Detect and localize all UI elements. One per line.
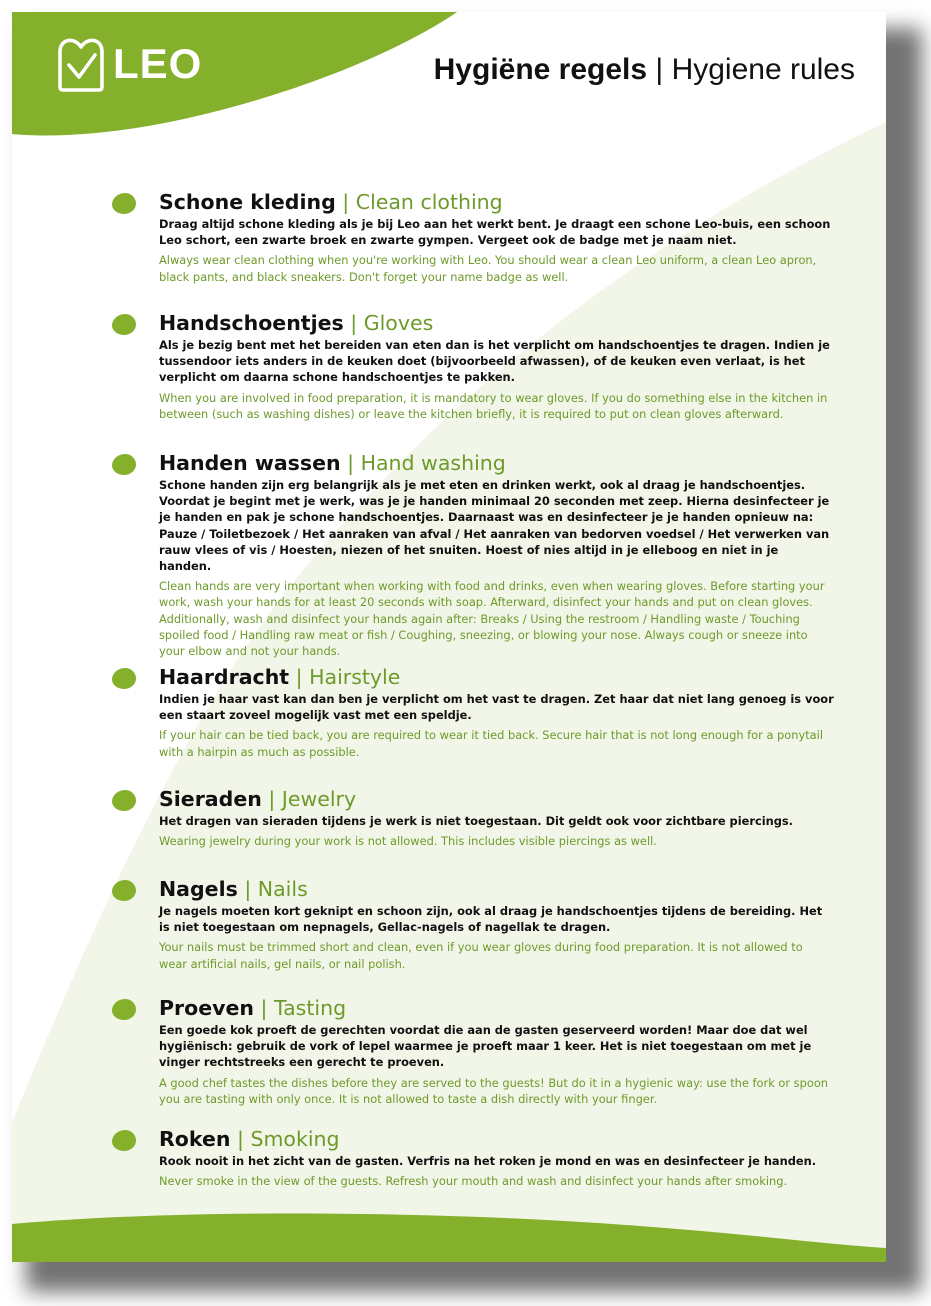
bullet-icon bbox=[112, 1130, 136, 1151]
page-title-en: Hygiene rules bbox=[671, 53, 855, 86]
rule-heading-separator: | bbox=[244, 877, 252, 901]
rule-content bbox=[159, 995, 834, 1107]
rule-text-nl: Een goede kok proeft de gerechten voordat die aan de gasten geserveerd worden! Maar doe dat wel hygiënisch: gebruik de vork of lepel waarmee je proeft maar 1 keer. Het is niet toegestaan om met je vinger rechtstreeks een gerecht te proeven. bbox=[159, 1023, 812, 1070]
rule-heading bbox=[159, 1126, 834, 1152]
rule-heading-en: Smoking bbox=[250, 1127, 340, 1151]
rule-heading-en: Hand washing bbox=[360, 451, 506, 475]
rule-text-nl: Het dragen van sieraden tijdens je werk is niet toegestaan. Dit geldt ook voor zichtbare piercings. bbox=[159, 814, 793, 828]
rule-text-nl: Schone handen zijn erg belangrijk als je met eten en drinken werkt, ook al draag je handschoentjes. Voordat je begint met je werk, was je je handen minimaal 20 seconden met zeep. Hierna desinfecteer je je handen en pak je schone handschoentjes. Daarnaast was en desinfecteer je je handen opnieuw na: Pauze / Toiletbezoek / Het aanraken van afval / Het aanraken van bedorven voedsel / Het verwerken van rauw vlees of vis / Hoesten, niezen of het snuiten. Hoest of nies altijd in je elleboog en niet in je handen. bbox=[159, 478, 830, 574]
rule-heading-separator: | bbox=[236, 1127, 244, 1151]
logo-wordmark: LEO bbox=[113, 40, 203, 87]
rule-text-nl: Draag altijd schone kleding als je bij Leo aan het werkt bent. Je draagt een schone Leo-buis, een schoon Leo schort, een zwarte broek en zwarte gympen. Vergeet ook de badge met je naam niet. bbox=[159, 217, 831, 248]
rule-heading bbox=[159, 310, 834, 336]
rule-heading-separator: | bbox=[260, 996, 268, 1020]
rule-text-en: Your nails must be trimmed short and clean, even if you wear gloves during food preparation. It is not allowed to wear artificial nails, gel nails, or nail polish. bbox=[159, 940, 803, 971]
rule-text-en: When you are involved in food preparation, it is mandatory to wear gloves. If you do something else in the kitchen in between (such as washing dishes) or leave the kitchen briefly, it is required to put on clean gloves afterward. bbox=[159, 390, 828, 421]
rule-heading-en: Hairstyle bbox=[309, 665, 401, 689]
rule-heading bbox=[159, 995, 834, 1021]
bullet-icon bbox=[112, 454, 136, 475]
page-title-separator: | bbox=[655, 53, 664, 86]
rule-heading-separator: | bbox=[347, 451, 355, 475]
bullet-icon bbox=[112, 790, 136, 811]
rule-heading-nl: Schone kleding bbox=[159, 190, 336, 214]
bullet-icon bbox=[112, 314, 136, 335]
rule-heading-nl: Nagels bbox=[159, 877, 238, 901]
rule-heading bbox=[159, 664, 834, 690]
rule-text-en: A good chef tastes the dishes before they are served to the guests! But do it in a hygienic way: use the fork or spoon you are tasting with only once. It is not allowed to taste a dish directly with your finger. bbox=[159, 1075, 829, 1106]
rule-content bbox=[159, 664, 834, 760]
rule-heading-en: Nails bbox=[257, 877, 308, 901]
rule-content bbox=[159, 876, 834, 972]
rule-text-nl: Je nagels moeten kort geknipt en schoon zijn, ook al draag je handschoentjes tijdens de bereiding. Het is niet toegestaan om nepnagels, Gellac-nagels of nagellak te dragen. bbox=[159, 904, 823, 935]
rule-text-nl: Rook nooit in het zicht van de gasten. Verfris na het roken je mond en was en desinfecteer je handen. bbox=[159, 1154, 817, 1168]
rules-list bbox=[12, 12, 886, 1262]
bullet-icon bbox=[112, 668, 136, 689]
page-title-nl: Hygiëne regels bbox=[433, 53, 648, 86]
poster-sheet bbox=[12, 12, 886, 1262]
rule-heading-en: Clean clothing bbox=[355, 190, 503, 214]
rule-content bbox=[159, 1126, 834, 1189]
rule-text-en: If your hair can be tied back, you are required to wear it tied back. Secure hair that is not long enough for a ponytail with a hairpin as much as possible. bbox=[159, 728, 823, 759]
bullet-icon bbox=[112, 880, 136, 901]
rule-heading bbox=[159, 450, 834, 476]
bullet-icon bbox=[112, 999, 136, 1020]
rule-text-nl: Als je bezig bent met het bereiden van eten dan is het verplicht om handschoentjes te dragen. Indien je tussendoor iets anders in de keuken doet (bijvoorbeeld afwassen), of de keuken even verlaat, is het verplicht om daarna schone handschoentjes te pakken. bbox=[159, 338, 830, 385]
rule-text-nl: Indien je haar vast kan dan ben je verplicht om het vast te dragen. Zet haar dat niet lang genoeg is voor een staart zoveel mogelijk vast met een speldje. bbox=[159, 692, 834, 723]
rule-heading-nl: Handschoentjes bbox=[159, 311, 344, 335]
rule-heading-nl: Handen wassen bbox=[159, 451, 341, 475]
rule-heading-en: Jewelry bbox=[281, 787, 357, 811]
rule-text-en: Always wear clean clothing when you're working with Leo. You should wear a clean Leo uniform, a clean Leo apron, black pants, and black sneakers. Don't forget your name badge as well. bbox=[159, 253, 817, 284]
bullet-icon bbox=[112, 193, 136, 214]
rule-content bbox=[159, 786, 834, 849]
rule-heading-nl: Proeven bbox=[159, 996, 254, 1020]
rule-heading bbox=[159, 876, 834, 902]
rule-heading-nl: Sieraden bbox=[159, 787, 262, 811]
rule-content bbox=[159, 450, 834, 659]
rule-text-en: Clean hands are very important when working with food and drinks, even when wearing gloves. Before starting your work, wash your hands for at least 20 seconds with soap. Afterward, disinfect your hands and put on clean gloves. Additionally, wash and disinfect your hands again after: Breaks / Using the restroom / Handling waste / Touching spoiled food / Handling raw meat or fish / Coughing, sneezing, or blowing your nose. Always cough or sneeze into your elbow and not your hands. bbox=[159, 579, 825, 659]
rule-heading bbox=[159, 786, 834, 812]
rule-heading-separator: | bbox=[350, 311, 358, 335]
rule-heading-en: Tasting bbox=[273, 996, 347, 1020]
rule-heading bbox=[159, 189, 834, 215]
rule-content bbox=[159, 310, 834, 422]
rule-text-en: Never smoke in the view of the guests. Refresh your mouth and wash and disinfect your hands after smoking. bbox=[159, 1174, 788, 1189]
rule-heading-nl: Haardracht bbox=[159, 665, 290, 689]
rule-heading-en: Gloves bbox=[363, 311, 434, 335]
rule-text-en: Wearing jewelry during your work is not allowed. This includes visible piercings as well. bbox=[159, 834, 657, 849]
rule-content bbox=[159, 189, 834, 285]
rule-heading-nl: Roken bbox=[159, 1127, 231, 1151]
rule-heading-separator: | bbox=[295, 665, 303, 689]
rule-heading-separator: | bbox=[268, 787, 276, 811]
rule-heading-separator: | bbox=[342, 190, 350, 214]
